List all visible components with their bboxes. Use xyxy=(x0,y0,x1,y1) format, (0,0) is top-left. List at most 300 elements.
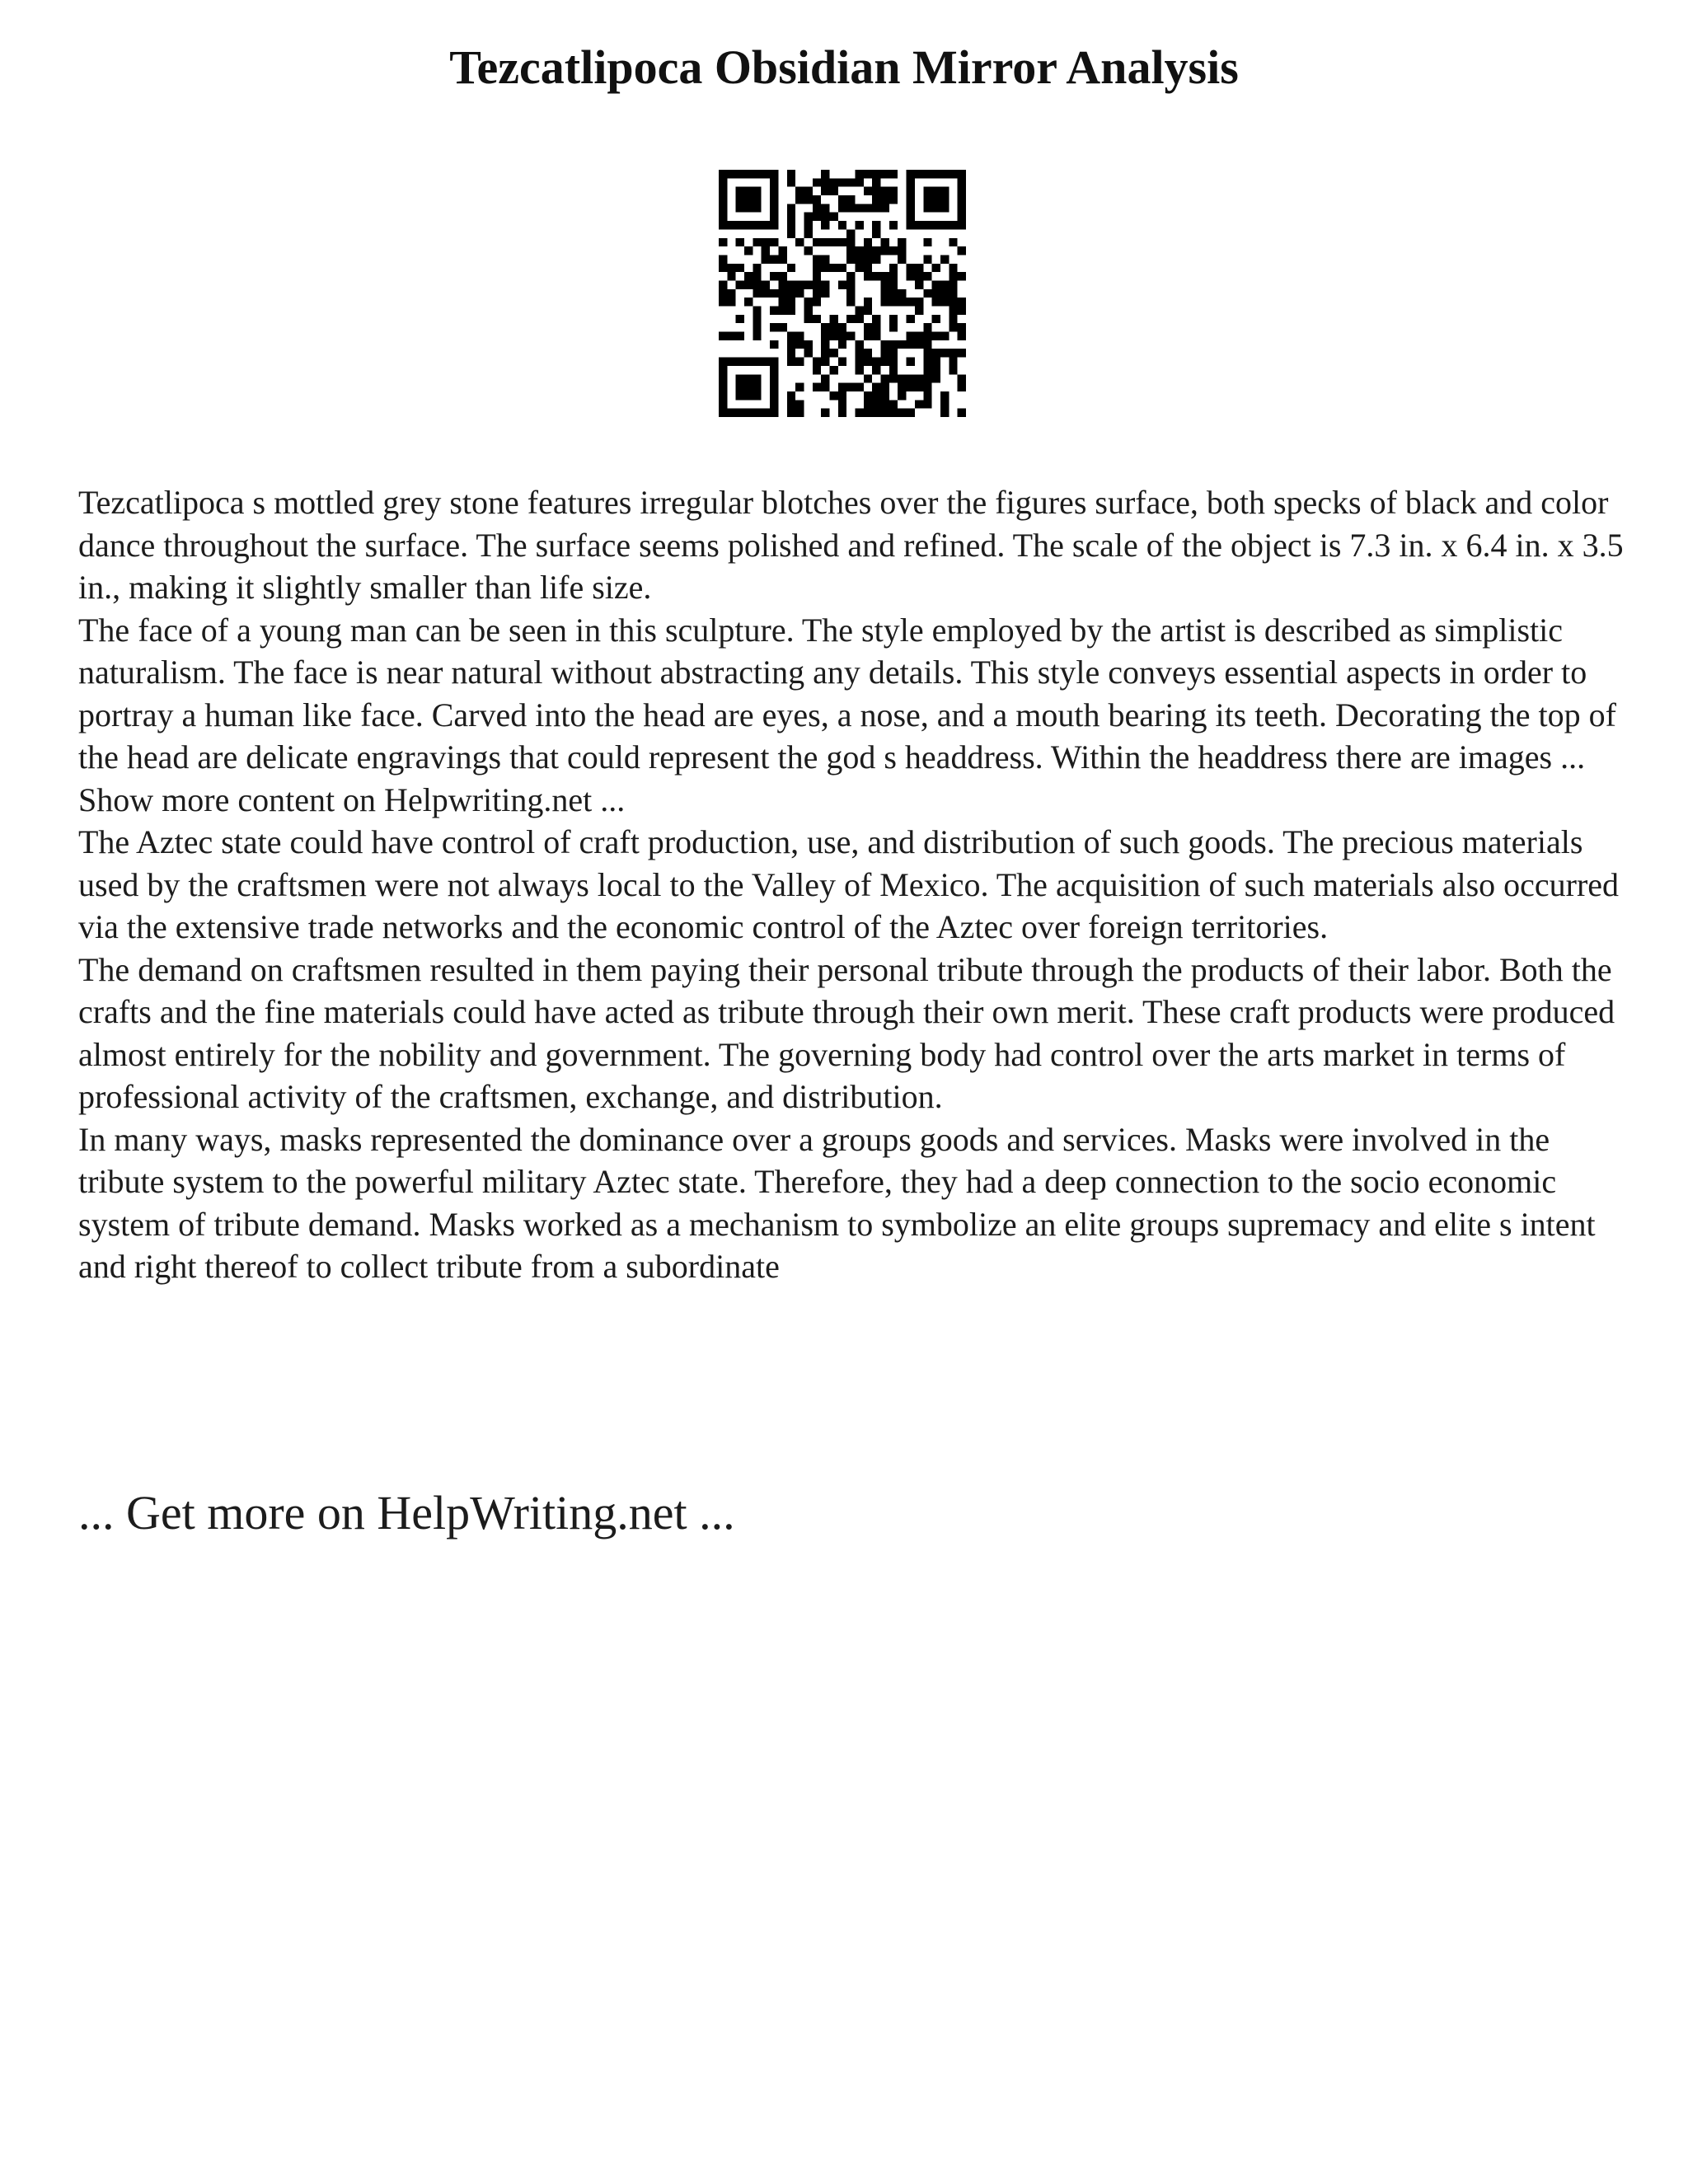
qr-module xyxy=(736,409,744,417)
qr-module xyxy=(889,246,898,255)
qr-module xyxy=(856,255,864,263)
qr-module xyxy=(881,358,889,366)
qr-module xyxy=(821,409,829,417)
qr-module xyxy=(907,213,915,221)
qr-module xyxy=(804,315,812,323)
qr-module xyxy=(907,195,915,204)
qr-module xyxy=(907,383,915,391)
qr-module xyxy=(949,349,957,357)
qr-module xyxy=(889,187,898,195)
qr-module xyxy=(829,238,837,246)
qr-module xyxy=(821,213,829,221)
paragraph-3: The Aztec state could have control of craft production, use, and distribution of such goods. The precious materials used by the craftsmen were not always local to the Valley of Mexico. The acquisition of such materials also occurred via the extensive trade networks and the economic control of the Aztec over foreign territories. xyxy=(78,823,1620,945)
qr-module xyxy=(872,323,880,331)
qr-module xyxy=(795,400,804,408)
qr-module xyxy=(915,264,923,272)
qr-module xyxy=(856,264,864,272)
qr-module xyxy=(804,221,812,229)
qr-module xyxy=(838,221,846,229)
qr-module xyxy=(864,374,872,382)
qr-module xyxy=(727,358,735,366)
qr-module xyxy=(846,298,855,306)
qr-module xyxy=(881,298,889,306)
qr-module xyxy=(872,391,880,400)
qr-module xyxy=(923,170,931,178)
qr-module xyxy=(932,195,940,204)
qr-module xyxy=(932,374,940,382)
qr-module xyxy=(881,272,889,280)
qr-module xyxy=(872,358,880,366)
qr-module xyxy=(744,170,753,178)
qr-module xyxy=(907,358,915,366)
qr-module xyxy=(958,187,966,195)
qr-module xyxy=(932,187,940,195)
qr-module xyxy=(736,204,744,212)
qr-module xyxy=(719,170,727,178)
qr-module xyxy=(846,280,855,288)
qr-module xyxy=(846,204,855,212)
qr-module xyxy=(846,195,855,204)
qr-module xyxy=(821,187,829,195)
qr-module xyxy=(881,204,889,212)
qr-module xyxy=(770,400,778,408)
qr-module xyxy=(736,358,744,366)
qr-module xyxy=(787,178,795,186)
qr-module xyxy=(958,213,966,221)
qr-module xyxy=(923,187,931,195)
qr-module xyxy=(915,298,923,306)
qr-module xyxy=(778,298,786,306)
qr-module xyxy=(846,238,855,246)
qr-module xyxy=(753,307,761,315)
qr-module xyxy=(889,400,898,408)
qr-module xyxy=(813,315,821,323)
qr-module xyxy=(719,238,727,246)
qr-module xyxy=(719,289,727,298)
qr-module xyxy=(864,400,872,408)
qr-module xyxy=(719,383,727,391)
qr-module xyxy=(829,366,837,374)
qr-module xyxy=(778,255,786,263)
qr-module xyxy=(872,187,880,195)
qr-module xyxy=(932,298,940,306)
qr-module xyxy=(889,280,898,288)
qr-module xyxy=(813,264,821,272)
qr-module xyxy=(787,264,795,272)
qr-module xyxy=(829,178,837,186)
qr-module xyxy=(872,400,880,408)
qr-module xyxy=(770,255,778,263)
qr-module xyxy=(719,178,727,186)
qr-module xyxy=(856,315,864,323)
qr-module xyxy=(753,383,761,391)
qr-module xyxy=(719,187,727,195)
qr-module xyxy=(864,332,872,340)
qr-module xyxy=(932,280,940,288)
qr-module xyxy=(940,255,949,263)
qr-module xyxy=(846,246,855,255)
qr-module xyxy=(907,332,915,340)
qr-module xyxy=(864,187,872,195)
qr-module xyxy=(907,187,915,195)
qr-module xyxy=(940,332,949,340)
qr-module xyxy=(856,383,864,391)
qr-module xyxy=(923,374,931,382)
qr-module xyxy=(787,409,795,417)
article-body xyxy=(78,481,1628,1288)
qr-module xyxy=(958,383,966,391)
qr-module xyxy=(727,289,735,298)
qr-module xyxy=(958,349,966,357)
qr-module xyxy=(736,170,744,178)
qr-module xyxy=(719,358,727,366)
get-more-link[interactable]: ... Get more on HelpWriting.net ... xyxy=(78,1486,735,1540)
qr-module xyxy=(940,391,949,400)
qr-module xyxy=(898,298,906,306)
qr-module xyxy=(846,315,855,323)
qr-code-graphic xyxy=(719,170,966,417)
qr-module xyxy=(846,289,855,298)
qr-module xyxy=(719,221,727,229)
qr-module xyxy=(787,307,795,315)
qr-module xyxy=(856,307,864,315)
qr-module xyxy=(940,298,949,306)
qr-module xyxy=(846,255,855,263)
qr-module xyxy=(736,264,744,272)
qr-module xyxy=(813,358,821,366)
qr-module xyxy=(787,213,795,221)
qr-module xyxy=(923,289,931,298)
qr-module xyxy=(795,195,804,204)
qr-module xyxy=(744,221,753,229)
qr-module xyxy=(787,391,795,400)
qr-module xyxy=(932,204,940,212)
qr-module xyxy=(719,374,727,382)
qr-module xyxy=(932,366,940,374)
qr-module xyxy=(881,391,889,400)
qr-module xyxy=(744,272,753,280)
qr-module xyxy=(829,187,837,195)
qr-module xyxy=(889,195,898,204)
qr-module xyxy=(762,289,770,298)
qr-module xyxy=(907,298,915,306)
qr-module xyxy=(864,323,872,331)
qr-module xyxy=(813,289,821,298)
qr-module xyxy=(915,374,923,382)
qr-module xyxy=(753,272,761,280)
qr-module xyxy=(915,400,923,408)
qr-module xyxy=(864,307,872,315)
qr-module xyxy=(753,323,761,331)
qr-module xyxy=(736,315,744,323)
qr-module xyxy=(744,383,753,391)
qr-module xyxy=(872,255,880,263)
qr-module xyxy=(889,170,898,178)
qr-module xyxy=(813,255,821,263)
qr-module xyxy=(719,400,727,408)
qr-module xyxy=(736,391,744,400)
qr-module xyxy=(753,289,761,298)
qr-module xyxy=(958,195,966,204)
qr-module xyxy=(744,409,753,417)
qr-module xyxy=(864,358,872,366)
qr-module xyxy=(958,323,966,331)
qr-module xyxy=(727,170,735,178)
qr-module xyxy=(727,272,735,280)
qr-module xyxy=(719,332,727,340)
qr-module xyxy=(753,280,761,288)
qr-module xyxy=(846,178,855,186)
qr-module xyxy=(744,391,753,400)
qr-module xyxy=(804,187,812,195)
qr-module xyxy=(787,170,795,178)
qr-module xyxy=(940,400,949,408)
qr-module xyxy=(838,383,846,391)
qr-module xyxy=(949,272,957,280)
qr-module xyxy=(958,272,966,280)
qr-module xyxy=(923,400,931,408)
qr-module xyxy=(744,374,753,382)
qr-module xyxy=(889,358,898,366)
qr-module xyxy=(856,170,864,178)
qr-module xyxy=(727,221,735,229)
qr-module xyxy=(889,409,898,417)
qr-module xyxy=(753,195,761,204)
qr-module xyxy=(915,280,923,288)
qr-module xyxy=(940,221,949,229)
qr-module xyxy=(787,221,795,229)
qr-module xyxy=(881,383,889,391)
qr-module xyxy=(813,366,821,374)
qr-module xyxy=(838,323,846,331)
qr-module xyxy=(804,307,812,315)
qr-module xyxy=(821,255,829,263)
qr-module xyxy=(838,195,846,204)
qr-module xyxy=(940,289,949,298)
qr-module xyxy=(898,289,906,298)
qr-module xyxy=(923,238,931,246)
qr-module xyxy=(907,178,915,186)
qr-module xyxy=(915,170,923,178)
qr-module xyxy=(821,340,829,349)
qr-module xyxy=(736,238,744,246)
qr-module xyxy=(838,358,846,366)
qr-module xyxy=(881,289,889,298)
qr-module xyxy=(736,187,744,195)
qr-module xyxy=(889,340,898,349)
qr-module xyxy=(838,400,846,408)
qr-module xyxy=(753,187,761,195)
qr-module xyxy=(829,264,837,272)
qr-module xyxy=(821,383,829,391)
qr-module xyxy=(753,391,761,400)
qr-module xyxy=(727,298,735,306)
qr-module xyxy=(813,280,821,288)
qr-module xyxy=(753,332,761,340)
qr-module xyxy=(856,358,864,366)
qr-module xyxy=(821,349,829,357)
qr-module xyxy=(736,332,744,340)
qr-module xyxy=(744,298,753,306)
qr-module xyxy=(864,204,872,212)
qr-module xyxy=(958,409,966,417)
qr-module xyxy=(958,374,966,382)
qr-module xyxy=(949,264,957,272)
qr-module xyxy=(846,383,855,391)
qr-code-icon[interactable] xyxy=(719,170,966,417)
qr-module xyxy=(813,195,821,204)
qr-module xyxy=(889,315,898,323)
qr-module xyxy=(753,204,761,212)
qr-module xyxy=(804,246,812,255)
qr-module xyxy=(958,204,966,212)
qr-module xyxy=(829,213,837,221)
qr-module xyxy=(770,374,778,382)
qr-module xyxy=(856,340,864,349)
qr-module xyxy=(829,315,837,323)
qr-module xyxy=(872,246,880,255)
qr-module xyxy=(770,391,778,400)
qr-module xyxy=(932,221,940,229)
qr-module xyxy=(804,298,812,306)
qr-module xyxy=(770,366,778,374)
qr-module xyxy=(753,374,761,382)
qr-module xyxy=(864,238,872,246)
qr-module xyxy=(813,383,821,391)
qr-module xyxy=(736,383,744,391)
qr-module xyxy=(829,323,837,331)
paragraph-2: The face of a young man can be seen in this sculpture. The style employed by the artist is described as simplistic naturalism. The face is near natural without abstracting any details. This style conveys essential aspects in order to portray a human like face. Carved into the head are eyes, a nose, and a mouth bearing its teeth. Decorating the top of the head are delicate engravings that could represent the god s headdress. Within the headdress there are images ... Show more content on Helpwriting.net ... xyxy=(78,611,1616,818)
qr-module xyxy=(736,221,744,229)
qr-module xyxy=(872,383,880,391)
qr-module xyxy=(898,246,906,255)
qr-module xyxy=(787,400,795,408)
qr-module xyxy=(787,358,795,366)
qr-module xyxy=(787,298,795,306)
qr-module xyxy=(787,332,795,340)
qr-module xyxy=(821,178,829,186)
qr-module xyxy=(719,195,727,204)
qr-module xyxy=(795,332,804,340)
qr-module xyxy=(719,298,727,306)
qr-module xyxy=(872,332,880,340)
qr-module xyxy=(881,195,889,204)
qr-module xyxy=(744,204,753,212)
qr-module xyxy=(872,178,880,186)
qr-module xyxy=(898,340,906,349)
qr-module xyxy=(856,246,864,255)
qr-module xyxy=(753,315,761,323)
qr-module xyxy=(923,349,931,357)
qr-module xyxy=(821,238,829,246)
qr-module xyxy=(744,280,753,288)
qr-module xyxy=(838,332,846,340)
qr-module xyxy=(881,349,889,357)
qr-module xyxy=(940,349,949,357)
qr-module xyxy=(872,195,880,204)
qr-module xyxy=(778,323,786,331)
qr-module xyxy=(872,229,880,237)
qr-module xyxy=(821,289,829,298)
qr-module xyxy=(821,332,829,340)
qr-module xyxy=(770,170,778,178)
qr-module xyxy=(889,366,898,374)
qr-module xyxy=(838,280,846,288)
qr-module xyxy=(821,374,829,382)
qr-module xyxy=(889,374,898,382)
qr-module xyxy=(889,221,898,229)
qr-module xyxy=(838,178,846,186)
qr-module xyxy=(958,170,966,178)
qr-module xyxy=(881,170,889,178)
qr-module xyxy=(762,255,770,263)
qr-module xyxy=(958,298,966,306)
qr-module xyxy=(770,221,778,229)
qr-module xyxy=(795,409,804,417)
qr-module xyxy=(736,195,744,204)
qr-module xyxy=(744,195,753,204)
qr-module xyxy=(923,391,931,400)
qr-module xyxy=(915,332,923,340)
qr-module xyxy=(829,332,837,340)
page-title: Tezcatlipoca Obsidian Mirror Analysis xyxy=(449,40,1239,94)
qr-module xyxy=(719,204,727,212)
qr-module xyxy=(889,264,898,272)
qr-module xyxy=(813,298,821,306)
qr-module xyxy=(949,170,957,178)
qr-module xyxy=(881,238,889,246)
qr-module xyxy=(898,238,906,246)
qr-module xyxy=(762,238,770,246)
qr-module xyxy=(856,409,864,417)
qr-module xyxy=(813,238,821,246)
qr-module xyxy=(778,307,786,315)
qr-module xyxy=(864,170,872,178)
qr-module xyxy=(753,409,761,417)
qr-module xyxy=(923,221,931,229)
qr-module xyxy=(940,280,949,288)
qr-module xyxy=(949,298,957,306)
qr-module xyxy=(923,272,931,280)
qr-module xyxy=(907,221,915,229)
qr-module xyxy=(787,204,795,212)
qr-module xyxy=(762,170,770,178)
qr-module xyxy=(958,246,966,255)
qr-module xyxy=(932,358,940,366)
qr-module xyxy=(821,221,829,229)
qr-module xyxy=(838,264,846,272)
qr-module xyxy=(907,340,915,349)
qr-module xyxy=(898,374,906,382)
qr-module xyxy=(795,187,804,195)
qr-module xyxy=(770,340,778,349)
qr-module xyxy=(787,280,795,288)
qr-module xyxy=(770,238,778,246)
qr-module xyxy=(804,195,812,204)
qr-module xyxy=(770,383,778,391)
qr-module xyxy=(923,366,931,374)
qr-module xyxy=(907,374,915,382)
qr-module xyxy=(889,272,898,280)
qr-module xyxy=(762,409,770,417)
qr-module xyxy=(829,391,837,400)
qr-module xyxy=(719,264,727,272)
qr-module xyxy=(804,213,812,221)
qr-module xyxy=(753,238,761,246)
qr-module xyxy=(770,272,778,280)
qr-module xyxy=(864,391,872,400)
qr-module xyxy=(915,340,923,349)
